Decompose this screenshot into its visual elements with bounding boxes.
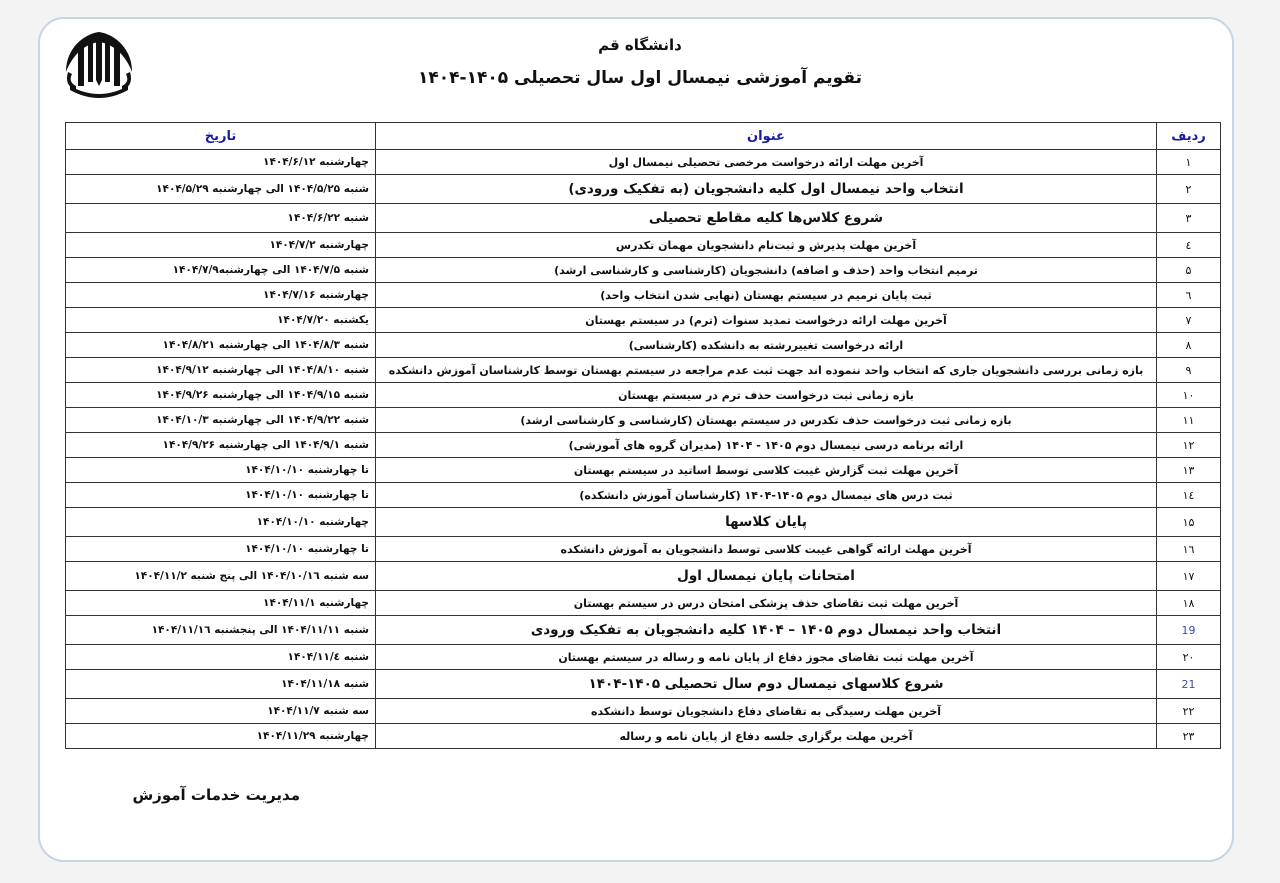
table-row	[66, 408, 1221, 433]
subject-cell: آخرین مهلت ارائه گواهی غیبت کلاسی توسط دانشجویان به آموزش دانشکده	[376, 537, 1157, 562]
subject-cell: آخرین مهلت ثبت گزارش غیبت کلاسی توسط اساتید در سیستم بهستان	[376, 458, 1157, 483]
table-row	[66, 283, 1221, 308]
table-row	[66, 458, 1221, 483]
row-number-cell: ۳	[1157, 204, 1221, 233]
subject-cell: آخرین مهلت ارائه درخواست تمدید سنوات (ترم) در سیستم بهستان	[376, 308, 1157, 333]
date-cell: چهارشنبه ۱۴۰۴/۱۱/۲۹	[66, 724, 376, 749]
column-header-date: تاریخ	[66, 123, 376, 150]
table-row	[66, 483, 1221, 508]
table-row	[66, 433, 1221, 458]
date-cell: سه شنبه ۱۴۰۴/۱۰/۱٦ الی پنج شنبه ۱۴۰۴/۱۱/۲	[66, 562, 376, 591]
document-title: تقویم آموزشی نیمسال اول سال تحصیلی ۱۴۰۵-۱۴۰۴	[418, 68, 862, 88]
table-row	[66, 562, 1221, 591]
row-number-cell: ۷	[1157, 308, 1221, 333]
table-row	[66, 358, 1221, 383]
table-row	[66, 616, 1221, 645]
date-cell: شنبه ۱۴۰۴/۱۱/٤	[66, 645, 376, 670]
subject-cell: پایان کلاسها	[376, 508, 1157, 537]
row-number-cell: ۱۲	[1157, 433, 1221, 458]
date-cell: تا چهارشنبه ۱۴۰۴/۱۰/۱۰	[66, 458, 376, 483]
date-cell: شنبه ۱۴۰۴/۱۱/۱۱ الی پنجشنبه ۱۴۰۴/۱۱/۱٦	[66, 616, 376, 645]
row-number-cell: ۲	[1157, 175, 1221, 204]
table-row	[66, 233, 1221, 258]
university-name: دانشگاه قم	[598, 36, 682, 54]
date-cell: یکشنبه ۱۴۰۴/۷/۲۰	[66, 308, 376, 333]
date-cell: چهارشنبه ۱۴۰۴/۶/۱۲	[66, 150, 376, 175]
table-row	[66, 308, 1221, 333]
subject-cell: ارائه برنامه درسی نیمسال دوم ۱۴۰۵ - ۱۴۰۴ (مدیران گروه های آموزشی)	[376, 433, 1157, 458]
footer-signature: مدیریت خدمات آموزش	[132, 786, 300, 804]
subject-cell: آخرین مهلت ثبت تقاضای حذف پزشکی امتحان درس در سیستم بهستان	[376, 591, 1157, 616]
subject-cell: امتحانات پایان نیمسال اول	[376, 562, 1157, 591]
subject-cell: آخرین مهلت برگزاری جلسه دفاع از پایان نامه و رساله	[376, 724, 1157, 749]
table-row	[66, 175, 1221, 204]
table-row	[66, 645, 1221, 670]
date-cell: شنبه ۱۴۰۴/۱۱/۱۸	[66, 670, 376, 699]
date-cell: شنبه ۱۴۰۴/۵/۲۵ الی چهارشنبه ۱۴۰۴/۵/۲۹	[66, 175, 376, 204]
row-number-cell: ٦	[1157, 283, 1221, 308]
subject-cell: ثبت پایان ترمیم در سیستم بهستان (نهایی شدن انتخاب واحد)	[376, 283, 1157, 308]
table-row	[66, 670, 1221, 699]
academic-calendar-table	[65, 122, 1221, 749]
table-body	[66, 150, 1221, 749]
row-number-cell: ۱۵	[1157, 508, 1221, 537]
row-number-cell: ۱۸	[1157, 591, 1221, 616]
row-number-cell: ۲۲	[1157, 699, 1221, 724]
table-row	[66, 724, 1221, 749]
date-cell: تا چهارشنبه ۱۴۰۴/۱۰/۱۰	[66, 537, 376, 562]
subject-cell: ترمیم انتخاب واحد (حذف و اضافه) دانشجویان (کارشناسی و کارشناسی ارشد)	[376, 258, 1157, 283]
row-number-cell: ۱	[1157, 150, 1221, 175]
row-number-cell: ۱٤	[1157, 483, 1221, 508]
row-number-cell: ۱۷	[1157, 562, 1221, 591]
row-number-cell: 19	[1157, 616, 1221, 645]
row-number-cell: ۱۰	[1157, 383, 1221, 408]
date-cell: چهارشنبه ۱۴۰۴/۱۰/۱۰	[66, 508, 376, 537]
row-number-cell: ۸	[1157, 333, 1221, 358]
university-logo	[58, 28, 140, 102]
row-number-cell: ۵	[1157, 258, 1221, 283]
date-cell: شنبه ۱۴۰۴/۶/۲۲	[66, 204, 376, 233]
subject-cell: آخرین مهلت ثبت تقاضای مجوز دفاع از پایان نامه و رساله در سیستم بهستان	[376, 645, 1157, 670]
subject-cell: آخرین مهلت رسیدگی به تقاضای دفاع دانشجویان توسط دانشکده	[376, 699, 1157, 724]
subject-cell: انتخاب واحد نیمسال اول کلیه دانشجویان (به تفکیک ورودی)	[376, 175, 1157, 204]
subject-cell: آخرین مهلت ارائه درخواست مرخصی تحصیلی نیمسال اول	[376, 150, 1157, 175]
table-row	[66, 333, 1221, 358]
table-row	[66, 591, 1221, 616]
date-cell: چهارشنبه ۱۴۰۴/۱۱/۱	[66, 591, 376, 616]
column-header-row-number: ردیف	[1157, 123, 1221, 150]
table-row	[66, 150, 1221, 175]
subject-cell: بازه زمانی ثبت درخواست حذف ترم در سیستم بهستان	[376, 383, 1157, 408]
row-number-cell: ۱۳	[1157, 458, 1221, 483]
table-row	[66, 258, 1221, 283]
table-row	[66, 699, 1221, 724]
table-row	[66, 508, 1221, 537]
column-header-subject: عنوان	[376, 123, 1157, 150]
subject-cell: شروع کلاس‌ها کلیه مقاطع تحصیلی	[376, 204, 1157, 233]
subject-cell: ثبت درس های نیمسال دوم ۱۴۰۵-۱۴۰۴ (کارشناسان آموزش دانشکده)	[376, 483, 1157, 508]
date-cell: تا چهارشنبه ۱۴۰۴/۱۰/۱۰	[66, 483, 376, 508]
table-row	[66, 204, 1221, 233]
row-number-cell: 21	[1157, 670, 1221, 699]
row-number-cell: ۹	[1157, 358, 1221, 383]
date-cell: شنبه ۱۴۰۴/۹/۱ الی چهارشنبه ۱۴۰۴/۹/۲۶	[66, 433, 376, 458]
row-number-cell: ۲۰	[1157, 645, 1221, 670]
date-cell: شنبه ۱۴۰۴/۸/۱۰ الی چهارشنبه ۱۴۰۴/۹/۱۲	[66, 358, 376, 383]
row-number-cell: ۱۱	[1157, 408, 1221, 433]
date-cell: چهارشنبه ۱۴۰۴/۷/۱۶	[66, 283, 376, 308]
subject-cell: بازه زمانی ثبت درخواست حذف تکدرس در سیستم بهستان (کارشناسی و کارشناسی ارشد)	[376, 408, 1157, 433]
table-row	[66, 383, 1221, 408]
subject-cell: آخرین مهلت پذیرش و ثبت‌نام دانشجویان مهمان تکدرس	[376, 233, 1157, 258]
date-cell: سه شنبه ۱۴۰۴/۱۱/۷	[66, 699, 376, 724]
table-row	[66, 537, 1221, 562]
subject-cell: ارائه درخواست تغییررشته به دانشکده (کارشناسی)	[376, 333, 1157, 358]
date-cell: شنبه ۱۴۰۴/۸/۳ الی چهارشنبه ۱۴۰۴/۸/۲۱	[66, 333, 376, 358]
row-number-cell: ۱٦	[1157, 537, 1221, 562]
row-number-cell: ۲۳	[1157, 724, 1221, 749]
row-number-cell: ٤	[1157, 233, 1221, 258]
subject-cell: شروع کلاسهای نیمسال دوم سال تحصیلی ۱۴۰۵-۱۴۰۴	[376, 670, 1157, 699]
table-header-row	[66, 123, 1221, 150]
date-cell: چهارشنبه ۱۴۰۴/۷/۲	[66, 233, 376, 258]
subject-cell: انتخاب واحد نیمسال دوم ۱۴۰۵ – ۱۴۰۴ کلیه دانشجویان به تفکیک ورودی	[376, 616, 1157, 645]
subject-cell: بازه زمانی بررسی دانشجویان جاری که انتخاب واحد ننموده اند جهت ثبت عدم مراجعه در سیستم بهستان توسط کارشناسان آموزش دانشکده	[376, 358, 1157, 383]
date-cell: شنبه ۱۴۰۴/۹/۱۵ الی چهارشنبه ۱۴۰۴/۹/۲۶	[66, 383, 376, 408]
date-cell: شنبه ۱۴۰۴/۹/۲۲ الی چهارشنبه ۱۴۰۴/۱۰/۳	[66, 408, 376, 433]
date-cell: شنبه ۱۴۰۴/۷/۵ الی چهارشنبه۱۴۰۴/۷/۹	[66, 258, 376, 283]
